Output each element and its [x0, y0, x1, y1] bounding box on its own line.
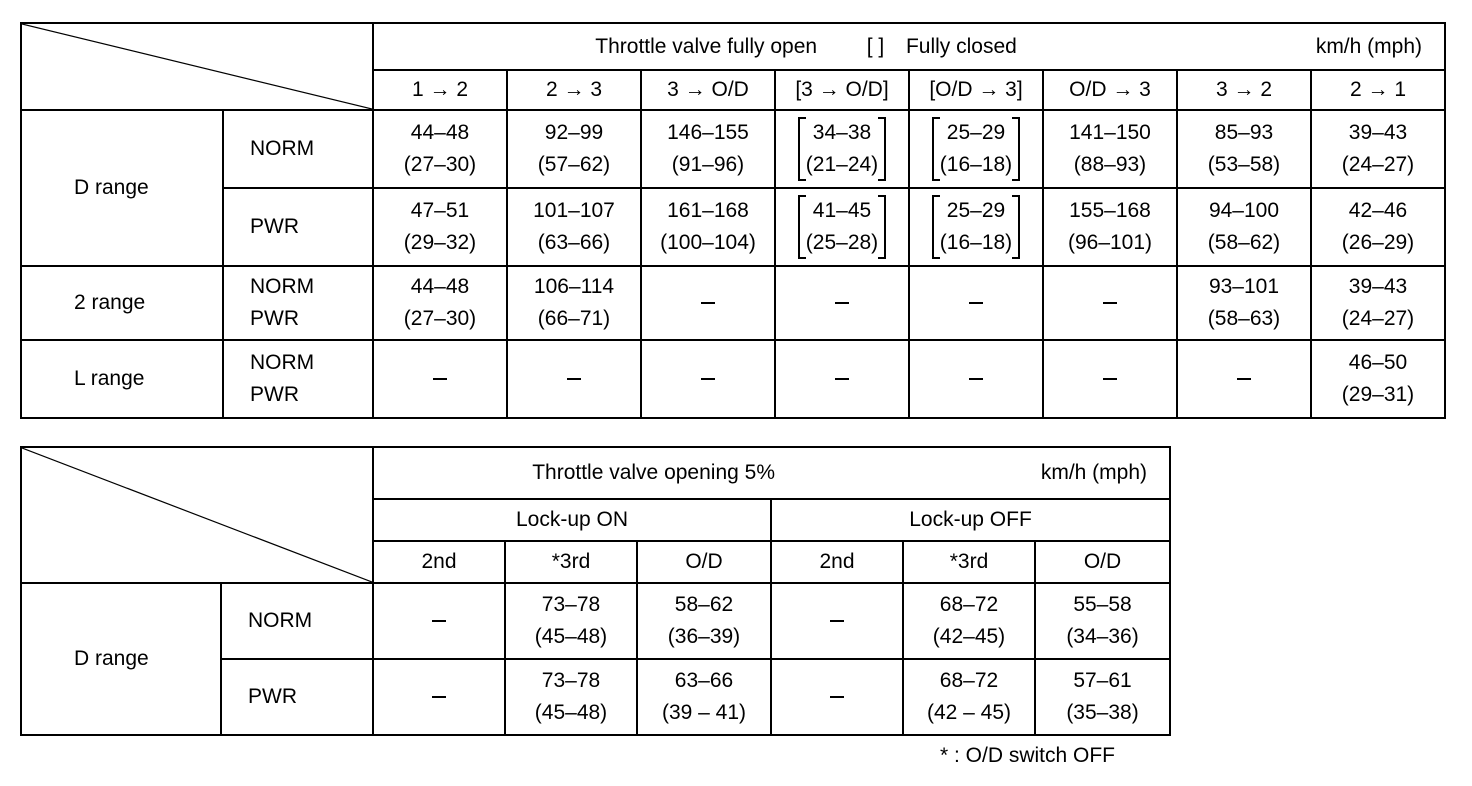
table-header-throttle	[373, 447, 1170, 499]
column-header: O/D	[1035, 541, 1170, 583]
header-title: Throttle valve fully open	[595, 34, 818, 58]
speed-kmh: 146–155	[667, 121, 749, 144]
value-cell	[507, 340, 641, 418]
speed-mph: (100–104)	[660, 231, 756, 254]
no-value-dash	[1237, 378, 1251, 380]
speed-kmh: 55–58	[1073, 593, 1132, 616]
mode-label	[223, 340, 373, 418]
speed-kmh: 85–93	[1214, 121, 1274, 144]
value-cell	[505, 659, 637, 735]
speed-kmh: 68–72	[939, 669, 999, 692]
no-value-dash	[830, 620, 844, 622]
value-cell	[641, 266, 775, 340]
value-cell	[507, 110, 641, 188]
speed-kmh: 44–48	[410, 275, 470, 298]
bracket-value	[932, 195, 1020, 259]
value-cell	[1043, 110, 1177, 188]
value-cell	[1311, 110, 1445, 188]
value-cell	[1035, 659, 1170, 735]
speed-kmh: 101–107	[533, 199, 615, 222]
header-title: Throttle valve opening 5%	[532, 461, 775, 484]
no-value-dash	[1103, 302, 1117, 304]
speed-kmh: 73–78	[541, 669, 601, 692]
no-value-dash	[432, 620, 446, 622]
value-cell	[641, 110, 775, 188]
value-cell	[909, 188, 1043, 266]
speed-mph: (88–93)	[1073, 153, 1147, 176]
table-row	[21, 266, 1445, 340]
value-cell	[507, 188, 641, 266]
speed-mph: (58–62)	[1207, 231, 1281, 254]
value-cell	[775, 110, 909, 188]
value-cell	[637, 659, 771, 735]
speed-mph: (45–48)	[534, 701, 608, 724]
column-header: 1 → 2	[373, 70, 507, 110]
speed-kmh: 94–100	[1208, 199, 1280, 222]
speed-mph: (24–27)	[1341, 307, 1415, 330]
no-value-dash	[432, 696, 446, 698]
mode-label	[223, 188, 373, 266]
value-cell	[641, 340, 775, 418]
lockup-speed-table	[20, 446, 1171, 736]
mode-label	[223, 266, 373, 340]
table-corner-diagonal	[21, 23, 373, 110]
group-lockup-on: Lock-up ON	[373, 499, 771, 541]
column-header: 3 → 2	[1177, 70, 1311, 110]
column-header: 2 → 1	[1311, 70, 1445, 110]
value-cell	[775, 340, 909, 418]
speed-mph: (63–66)	[537, 231, 611, 254]
speed-kmh: 44–48	[410, 121, 470, 144]
no-value-dash	[1103, 378, 1117, 380]
column-header: *3rd	[505, 541, 637, 583]
speed-mph: (39 – 41)	[661, 701, 747, 724]
column-header: *3rd	[903, 541, 1035, 583]
no-value-dash	[835, 302, 849, 304]
value-cell	[771, 659, 903, 735]
no-value-dash	[830, 696, 844, 698]
unit-label: km/h (mph)	[1315, 34, 1422, 58]
value-cell	[909, 266, 1043, 340]
value-cell	[373, 188, 507, 266]
bracket-value	[798, 117, 886, 181]
speed-mph: (27–30)	[403, 153, 477, 176]
mode-norm: PWR	[250, 215, 299, 238]
value-cell	[373, 340, 507, 418]
table-row	[21, 188, 1445, 266]
speed-kmh: 34–38	[812, 121, 872, 144]
value-cell	[1035, 583, 1170, 659]
value-cell	[1043, 340, 1177, 418]
table-corner-diagonal	[21, 447, 373, 583]
speed-mph: (45–48)	[534, 625, 608, 648]
speed-mph: (36–39)	[667, 625, 741, 648]
column-header: [O/D → 3]	[909, 70, 1043, 110]
value-cell	[903, 659, 1035, 735]
speed-mph: (29–31)	[1341, 383, 1415, 406]
value-cell	[1043, 188, 1177, 266]
value-cell	[637, 583, 771, 659]
speed-mph: (57–62)	[537, 153, 611, 176]
shift-speed-table	[20, 22, 1446, 419]
speed-kmh: 155–168	[1069, 199, 1151, 222]
value-cell	[775, 266, 909, 340]
speed-kmh: 25–29	[946, 199, 1006, 222]
range-label: D range	[21, 110, 223, 266]
table-row	[21, 583, 1170, 659]
value-cell	[775, 188, 909, 266]
speed-mph: (42 – 45)	[926, 701, 1012, 724]
mode-label: NORM	[221, 583, 373, 659]
unit-label: km/h (mph)	[1040, 461, 1148, 484]
speed-kmh: 46–50	[1348, 351, 1408, 374]
speed-mph: (27–30)	[403, 307, 477, 330]
value-cell	[373, 266, 507, 340]
bracket-value	[798, 195, 886, 259]
speed-kmh: 92–99	[544, 121, 604, 144]
value-cell	[373, 110, 507, 188]
value-cell	[1311, 340, 1445, 418]
speed-kmh: 93–101	[1208, 275, 1280, 298]
no-value-dash	[433, 378, 447, 380]
value-cell	[1311, 188, 1445, 266]
mode-norm: NORM	[250, 275, 315, 298]
speed-mph: (21–24)	[805, 153, 879, 176]
header-bracket: [ ]	[866, 34, 885, 58]
speed-mph: (16–18)	[939, 231, 1013, 254]
value-cell	[507, 266, 641, 340]
no-value-dash	[835, 378, 849, 380]
speed-kmh: 73–78	[541, 593, 601, 616]
value-cell	[1177, 266, 1311, 340]
speed-kmh: 141–150	[1069, 121, 1151, 144]
speed-kmh: 39–43	[1348, 121, 1408, 144]
speed-kmh: 63–66	[674, 669, 734, 692]
range-label: 2 range	[21, 266, 223, 340]
value-cell	[909, 110, 1043, 188]
speed-mph: (91–96)	[671, 153, 745, 176]
column-header: [3 → O/D]	[775, 70, 909, 110]
mode-label: PWR	[221, 659, 373, 735]
column-header: 2nd	[373, 541, 505, 583]
column-header: 3 → O/D	[641, 70, 775, 110]
value-cell	[1177, 188, 1311, 266]
value-cell	[1311, 266, 1445, 340]
table-row	[21, 110, 1445, 188]
no-value-dash	[969, 378, 983, 380]
speed-mph: (96–101)	[1067, 231, 1153, 254]
column-header: 2nd	[771, 541, 903, 583]
value-cell	[1177, 340, 1311, 418]
speed-mph: (16–18)	[939, 153, 1013, 176]
speed-mph: (24–27)	[1341, 153, 1415, 176]
value-cell	[771, 583, 903, 659]
range-label: D range	[21, 583, 221, 735]
speed-kmh: 68–72	[939, 593, 999, 616]
value-cell	[1043, 266, 1177, 340]
no-value-dash	[567, 378, 581, 380]
speed-kmh: 58–62	[674, 593, 734, 616]
speed-kmh: 25–29	[946, 121, 1006, 144]
speed-kmh: 41–45	[812, 199, 872, 222]
column-header: O/D	[637, 541, 771, 583]
mode-norm: NORM	[250, 137, 315, 160]
speed-mph: (26–29)	[1341, 231, 1415, 254]
no-value-dash	[701, 302, 715, 304]
table-header-throttle	[373, 23, 1445, 70]
speed-mph: (35–38)	[1066, 701, 1139, 724]
speed-kmh: 47–51	[410, 199, 470, 222]
no-value-dash	[701, 378, 715, 380]
speed-mph: (25–28)	[805, 231, 879, 254]
mode-pwr: PWR	[250, 307, 299, 330]
speed-kmh: 161–168	[667, 199, 749, 222]
value-cell	[903, 583, 1035, 659]
speed-mph: (66–71)	[537, 307, 611, 330]
value-cell	[909, 340, 1043, 418]
value-cell	[641, 188, 775, 266]
speed-mph: (53–58)	[1207, 153, 1281, 176]
speed-kmh: 57–61	[1073, 669, 1132, 692]
group-lockup-off: Lock-up OFF	[771, 499, 1170, 541]
mode-label	[223, 110, 373, 188]
mode-norm: NORM	[250, 351, 315, 374]
value-cell	[373, 583, 505, 659]
speed-mph: (58–63)	[1207, 307, 1281, 330]
value-cell	[373, 659, 505, 735]
speed-mph: (42–45)	[932, 625, 1006, 648]
value-cell	[1177, 110, 1311, 188]
value-cell	[505, 583, 637, 659]
table-row	[21, 340, 1445, 418]
column-header: O/D → 3	[1043, 70, 1177, 110]
no-value-dash	[969, 302, 983, 304]
column-header: 2 → 3	[507, 70, 641, 110]
header-closed: Fully closed	[905, 34, 1017, 58]
speed-kmh: 42–46	[1348, 199, 1408, 222]
mode-pwr: PWR	[250, 383, 299, 406]
footnote: * : O/D switch OFF	[940, 744, 1116, 767]
speed-mph: (34–36)	[1066, 625, 1139, 648]
speed-kmh: 39–43	[1348, 275, 1408, 298]
speed-mph: (29–32)	[403, 231, 477, 254]
speed-kmh: 106–114	[533, 275, 615, 298]
bracket-value	[932, 117, 1020, 181]
range-label: L range	[21, 340, 223, 418]
